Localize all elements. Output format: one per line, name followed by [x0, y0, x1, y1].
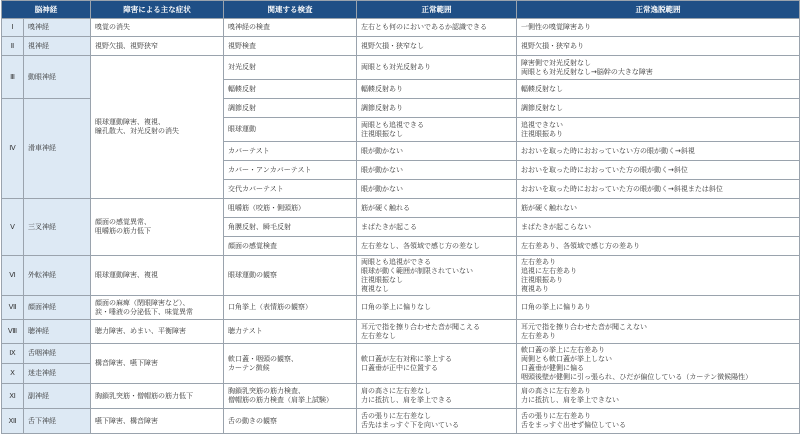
- header-normal: 正常範囲: [357, 1, 517, 19]
- table-row: [2, 37, 800, 56]
- symptom-cell: 嗅覚の消失: [91, 19, 224, 37]
- normal-cell: 耳元で指を擦り合わせた音が聞こえる 左右差なし: [357, 320, 517, 344]
- symptom-cell: 嚥下障害、構音障害: [91, 409, 224, 434]
- table-row: [2, 256, 800, 296]
- cranial-nerve-table: [1, 0, 800, 434]
- nerve-name: 嗅神経: [24, 19, 91, 37]
- test-cell: 交代カバーテスト: [224, 180, 357, 199]
- nerve-number: Ⅵ: [2, 256, 24, 296]
- abnormal-cell: おおいを取った時におおっていた方の眼が動く→斜視または斜位: [517, 180, 800, 199]
- table-row: [2, 199, 800, 218]
- normal-cell: 舌の張りに左右差なし 舌先はまっすぐ下を向いている: [357, 409, 517, 434]
- nerve-name: 動眼神経: [24, 56, 91, 99]
- test-cell: 角膜反射、瞬毛反射: [224, 218, 357, 237]
- abnormal-cell: 口角の挙上に偏りあり: [517, 296, 800, 320]
- header-abnormal: 正常逸脱範囲: [517, 1, 800, 19]
- symptom-cell: 視野欠損、視野狭窄: [91, 37, 224, 56]
- abnormal-cell: 視野欠損・狭窄あり: [517, 37, 800, 56]
- test-cell: 聴力テスト: [224, 320, 357, 344]
- nerve-number: Ⅸ: [2, 344, 24, 364]
- nerve-name: 三叉神経: [24, 199, 91, 256]
- table-row: [2, 409, 800, 434]
- abnormal-cell: 調節反射なし: [517, 99, 800, 118]
- test-cell: 対光反射: [224, 56, 357, 80]
- test-cell: 視野検査: [224, 37, 357, 56]
- test-cell: カバー・アンカバーテスト: [224, 161, 357, 180]
- normal-cell: 両眼とも対光反射あり: [357, 56, 517, 80]
- symptom-cell: 聴力障害、めまい、平衡障害: [91, 320, 224, 344]
- nerve-name: 顔面神経: [24, 296, 91, 320]
- abnormal-cell: 追視できない 注視眼振あり: [517, 118, 800, 142]
- abnormal-cell: 耳元で指を擦り合わせた音が聞こえない 左右差あり: [517, 320, 800, 344]
- normal-cell: 肩の高さに左右差なし 力に抵抗し、肩を挙上できる: [357, 384, 517, 409]
- abnormal-cell: 軟口蓋の挙上に左右差あり 両側とも軟口蓋が挙上しない 口蓋垂が健側に偏る 咽頭後壁が健側に引っ張られ、ひだが偏位している（カーテン徴候陽性）: [517, 344, 800, 384]
- normal-cell: 両眼とも追視ができる 眼球が動く範囲が制限されていない 注視眼振なし 複視なし: [357, 256, 517, 296]
- nerve-name: 視神経: [24, 37, 91, 56]
- nerve-number: Ⅲ: [2, 56, 24, 99]
- table-row: [2, 344, 800, 364]
- abnormal-cell: 左右差あり、各領域で感じ方の差あり: [517, 237, 800, 256]
- normal-cell: 調節反射あり: [357, 99, 517, 118]
- table-row: [2, 19, 800, 37]
- normal-cell: 眼が動かない: [357, 142, 517, 161]
- normal-cell: 眼が動かない: [357, 161, 517, 180]
- test-cell: 軟口蓋・咽頭の観察、 カーテン徴候: [224, 344, 357, 384]
- test-cell: 輻輳反射: [224, 80, 357, 99]
- nerve-number: Ⅺ: [2, 384, 24, 409]
- test-cell: 咀嚼筋（咬筋・側頭筋）: [224, 199, 357, 218]
- nerve-name: 滑車神経: [24, 99, 91, 199]
- symptom-cell: 構音障害、嚥下障害: [91, 344, 224, 384]
- normal-cell: 両眼とも追視できる 注視眼振なし: [357, 118, 517, 142]
- header-symptom: 障害による主な症状: [91, 1, 224, 19]
- abnormal-cell: おおいを取った時におおっていない方の眼が動く→斜視: [517, 142, 800, 161]
- test-cell: 顔面の感覚検査: [224, 237, 357, 256]
- nerve-number: Ⅰ: [2, 19, 24, 37]
- table-row: [2, 296, 800, 320]
- normal-cell: 左右差なし、各領域で感じ方の差なし: [357, 237, 517, 256]
- nerve-number: Ⅱ: [2, 37, 24, 56]
- test-cell: 口角挙上（表情筋の観察）: [224, 296, 357, 320]
- normal-cell: 筋が硬く触れる: [357, 199, 517, 218]
- abnormal-cell: 左右差あり 追視に左右差あり 注視眼振あり 複視あり: [517, 256, 800, 296]
- table-row: [2, 320, 800, 344]
- normal-cell: 左右とも何のにおいであるか認識できる: [357, 19, 517, 37]
- symptom-cell: 胸鎖乳突筋・僧帽筋の筋力低下: [91, 384, 224, 409]
- symptom-cell: 顔面の麻痺（閉眼障害など）、 涙・唾液の分泌低下、味覚異常: [91, 296, 224, 320]
- abnormal-cell: 一側性の嗅覚障害あり: [517, 19, 800, 37]
- nerve-number: Ⅻ: [2, 409, 24, 434]
- normal-cell: 輻輳反射あり: [357, 80, 517, 99]
- test-cell: 調節反射: [224, 99, 357, 118]
- abnormal-cell: 舌の張りに左右差あり 舌をまっすぐ出せず偏位している: [517, 409, 800, 434]
- test-cell: 胸鎖乳突筋の筋力検査、 僧帽筋の筋力検査（肩挙上試験）: [224, 384, 357, 409]
- nerve-name: 舌下神経: [24, 409, 91, 434]
- test-cell: 眼球運動: [224, 118, 357, 142]
- test-cell: 眼球運動の観察: [224, 256, 357, 296]
- nerve-name: 聴神経: [24, 320, 91, 344]
- nerve-name: 迷走神経: [24, 364, 91, 384]
- nerve-name: 副神経: [24, 384, 91, 409]
- abnormal-cell: 障害側で対光反射なし 両眼とも対光反射なし→脳幹の大きな障害: [517, 56, 800, 80]
- normal-cell: 視野欠損・狭窄なし: [357, 37, 517, 56]
- abnormal-cell: おおいを取った時におおっていた方の眼が動く→斜位: [517, 161, 800, 180]
- symptom-cell: 眼球運動障害、複視、 瞳孔散大、対光反射の消失: [91, 56, 224, 199]
- normal-cell: 口角の挙上に偏りなし: [357, 296, 517, 320]
- nerve-name: 舌咽神経: [24, 344, 91, 364]
- nerve-number: Ⅳ: [2, 99, 24, 199]
- symptom-cell: 顔面の感覚異常、 咀嚼筋の筋力低下: [91, 199, 224, 256]
- normal-cell: 眼が動かない: [357, 180, 517, 199]
- nerve-number: Ⅹ: [2, 364, 24, 384]
- nerve-number: Ⅷ: [2, 320, 24, 344]
- abnormal-cell: 輻輳反射なし: [517, 80, 800, 99]
- abnormal-cell: まばたきが起こらない: [517, 218, 800, 237]
- table-row: [2, 384, 800, 409]
- test-cell: 舌の動きの観察: [224, 409, 357, 434]
- nerve-number: Ⅶ: [2, 296, 24, 320]
- table-row: [2, 56, 800, 80]
- test-cell: 嗅神経の検査: [224, 19, 357, 37]
- abnormal-cell: 肩の高さに左右差あり 力に抵抗し、肩を挙上できない: [517, 384, 800, 409]
- symptom-cell: 眼球運動障害、複視: [91, 256, 224, 296]
- header-nerve: 脳神経: [2, 1, 91, 19]
- normal-cell: まばたきが起こる: [357, 218, 517, 237]
- normal-cell: 軟口蓋が左右対称に挙上する 口蓋垂が正中に位置する: [357, 344, 517, 384]
- test-cell: カバーテスト: [224, 142, 357, 161]
- nerve-name: 外転神経: [24, 256, 91, 296]
- nerve-number: Ⅴ: [2, 199, 24, 256]
- header-test: 関連する検査: [224, 1, 357, 19]
- abnormal-cell: 筋が硬く触れない: [517, 199, 800, 218]
